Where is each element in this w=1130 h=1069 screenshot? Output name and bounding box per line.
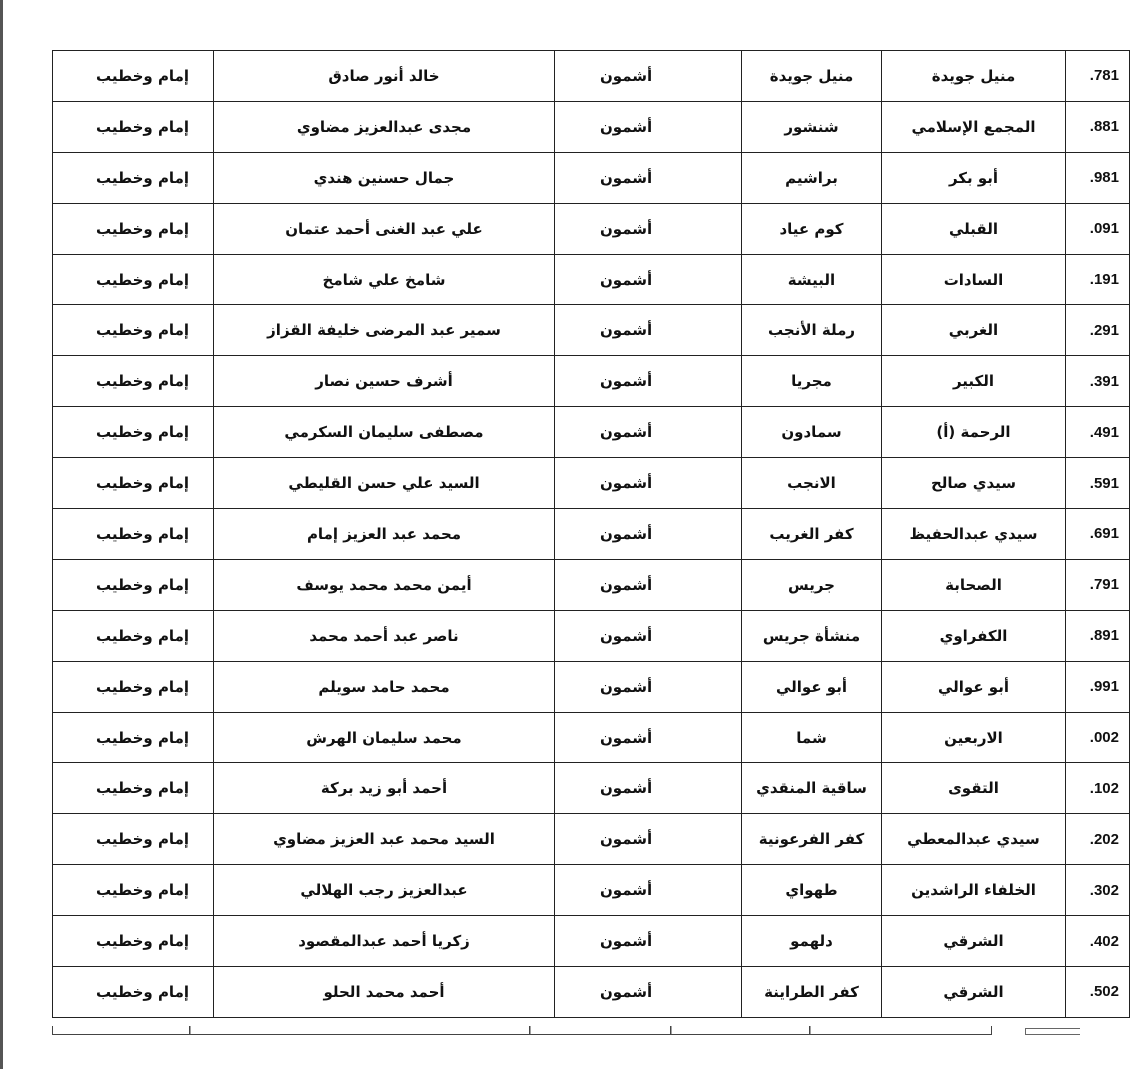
name-cell: سمير عبد المرضى خليفة القزاز [214, 305, 555, 356]
markaz-cell: أشمون [555, 559, 742, 610]
village-cell: الانجب [742, 458, 882, 509]
name-cell: محمد عبد العزيز إمام [214, 509, 555, 560]
table-row [53, 254, 1130, 305]
village-cell: كفر الغريب [742, 509, 882, 560]
mosque-cell: الشرقي [882, 916, 1066, 967]
markaz-cell: أشمون [555, 610, 742, 661]
table-row [53, 458, 1130, 509]
number-cell: .391 [1066, 356, 1130, 407]
number-cell: .402 [1066, 916, 1130, 967]
markaz-cell: أشمون [555, 916, 742, 967]
name-cell: خالد أنور صادق [214, 51, 555, 102]
markaz-cell: أشمون [555, 712, 742, 763]
number-cell: .491 [1066, 407, 1130, 458]
mosque-cell: القبلي [882, 203, 1066, 254]
number-cell: .981 [1066, 152, 1130, 203]
mosque-cell: منيل جويدة [882, 51, 1066, 102]
markaz-cell: أشمون [555, 661, 742, 712]
markaz-cell: أشمون [555, 305, 742, 356]
name-cell: أحمد محمد الحلو [214, 967, 555, 1018]
name-cell: السيد محمد عبد العزيز مضاوي [214, 814, 555, 865]
village-cell: كوم عياد [742, 203, 882, 254]
markaz-cell: أشمون [555, 763, 742, 814]
village-cell: براشيم [742, 152, 882, 203]
mosque-cell: سيدي عبدالمعطي [882, 814, 1066, 865]
name-cell: جمال حسنين هندي [214, 152, 555, 203]
table-footer-strip [52, 1026, 992, 1035]
village-cell: أبو عوالي [742, 661, 882, 712]
mosque-cell: السادات [882, 254, 1066, 305]
page-edge [0, 0, 3, 1069]
mosque-cell: سيدي عبدالحفيظ [882, 509, 1066, 560]
role-cell: إمام وخطيب [53, 152, 214, 203]
name-cell: شامخ علي شامخ [214, 254, 555, 305]
table-row [53, 661, 1130, 712]
table-row [53, 152, 1130, 203]
table-row [53, 305, 1130, 356]
name-cell: عبدالعزيز رجب الهلالي [214, 865, 555, 916]
role-cell: إمام وخطيب [53, 356, 214, 407]
table-row [53, 559, 1130, 610]
table-row [53, 101, 1130, 152]
mosque-cell: الصحابة [882, 559, 1066, 610]
table-row [53, 916, 1130, 967]
table-row [53, 865, 1130, 916]
role-cell: إمام وخطيب [53, 559, 214, 610]
role-cell: إمام وخطيب [53, 254, 214, 305]
role-cell: إمام وخطيب [53, 458, 214, 509]
markaz-cell: أشمون [555, 356, 742, 407]
name-cell: السيد علي حسن القليطي [214, 458, 555, 509]
table-row [53, 407, 1130, 458]
name-cell: ناصر عبد أحمد محمد [214, 610, 555, 661]
village-cell: طهواي [742, 865, 882, 916]
mosque-cell: الخلفاء الراشدين [882, 865, 1066, 916]
table-footer-strip-right [1025, 1028, 1080, 1035]
number-cell: .091 [1066, 203, 1130, 254]
table-body [53, 51, 1130, 1018]
mosque-cell: الغربي [882, 305, 1066, 356]
markaz-cell: أشمون [555, 509, 742, 560]
village-cell: ساقية المنقدي [742, 763, 882, 814]
role-cell: إمام وخطيب [53, 203, 214, 254]
mosque-cell: سيدي صالح [882, 458, 1066, 509]
name-cell: مجدى عبدالعزيز مضاوي [214, 101, 555, 152]
table-row [53, 814, 1130, 865]
village-cell: جريس [742, 559, 882, 610]
table-row [53, 203, 1130, 254]
role-cell: إمام وخطيب [53, 407, 214, 458]
mosque-cell: المجمع الإسلامي [882, 101, 1066, 152]
village-cell: كفر الفرعونية [742, 814, 882, 865]
name-cell: محمد سليمان الهرش [214, 712, 555, 763]
role-cell: إمام وخطيب [53, 814, 214, 865]
name-cell: أيمن محمد محمد يوسف [214, 559, 555, 610]
village-cell: شما [742, 712, 882, 763]
mosque-cell: أبو بكر [882, 152, 1066, 203]
table-row [53, 967, 1130, 1018]
number-cell: .291 [1066, 305, 1130, 356]
village-cell: مجريا [742, 356, 882, 407]
markaz-cell: أشمون [555, 865, 742, 916]
mosque-cell: أبو عوالي [882, 661, 1066, 712]
table-row [53, 763, 1130, 814]
number-cell: .302 [1066, 865, 1130, 916]
village-cell: رملة الأنجب [742, 305, 882, 356]
markaz-cell: أشمون [555, 814, 742, 865]
role-cell: إمام وخطيب [53, 763, 214, 814]
role-cell: إمام وخطيب [53, 712, 214, 763]
number-cell: .881 [1066, 101, 1130, 152]
name-cell: أحمد أبو زيد بركة [214, 763, 555, 814]
number-cell: .991 [1066, 661, 1130, 712]
imams-table [52, 50, 1130, 1018]
name-cell: علي عبد الغنى أحمد عتمان [214, 203, 555, 254]
role-cell: إمام وخطيب [53, 916, 214, 967]
number-cell: .191 [1066, 254, 1130, 305]
table-row [53, 51, 1130, 102]
markaz-cell: أشمون [555, 101, 742, 152]
markaz-cell: أشمون [555, 152, 742, 203]
village-cell: منشأة جريس [742, 610, 882, 661]
number-cell: .791 [1066, 559, 1130, 610]
name-cell: مصطفى سليمان السكرمي [214, 407, 555, 458]
mosque-cell: الرحمة (أ) [882, 407, 1066, 458]
number-cell: .002 [1066, 712, 1130, 763]
number-cell: .691 [1066, 509, 1130, 560]
markaz-cell: أشمون [555, 254, 742, 305]
number-cell: .502 [1066, 967, 1130, 1018]
markaz-cell: أشمون [555, 203, 742, 254]
name-cell: أشرف حسين نصار [214, 356, 555, 407]
village-cell: منيل جويدة [742, 51, 882, 102]
village-cell: البيشة [742, 254, 882, 305]
role-cell: إمام وخطيب [53, 509, 214, 560]
village-cell: سمادون [742, 407, 882, 458]
mosque-cell: الكفراوي [882, 610, 1066, 661]
role-cell: إمام وخطيب [53, 865, 214, 916]
number-cell: .781 [1066, 51, 1130, 102]
markaz-cell: أشمون [555, 51, 742, 102]
village-cell: شنشور [742, 101, 882, 152]
number-cell: .891 [1066, 610, 1130, 661]
table-row [53, 509, 1130, 560]
table-row [53, 712, 1130, 763]
markaz-cell: أشمون [555, 407, 742, 458]
village-cell: دلهمو [742, 916, 882, 967]
role-cell: إمام وخطيب [53, 51, 214, 102]
name-cell: محمد حامد سويلم [214, 661, 555, 712]
number-cell: .202 [1066, 814, 1130, 865]
table-row [53, 356, 1130, 407]
village-cell: كفر الطراينة [742, 967, 882, 1018]
number-cell: .102 [1066, 763, 1130, 814]
role-cell: إمام وخطيب [53, 101, 214, 152]
markaz-cell: أشمون [555, 458, 742, 509]
table-row [53, 610, 1130, 661]
name-cell: زكريا أحمد عبدالمقصود [214, 916, 555, 967]
markaz-cell: أشمون [555, 967, 742, 1018]
mosque-cell: الاربعين [882, 712, 1066, 763]
role-cell: إمام وخطيب [53, 967, 214, 1018]
mosque-cell: الكبير [882, 356, 1066, 407]
role-cell: إمام وخطيب [53, 661, 214, 712]
role-cell: إمام وخطيب [53, 610, 214, 661]
number-cell: .591 [1066, 458, 1130, 509]
mosque-cell: التقوى [882, 763, 1066, 814]
role-cell: إمام وخطيب [53, 305, 214, 356]
mosque-cell: الشرقي [882, 967, 1066, 1018]
